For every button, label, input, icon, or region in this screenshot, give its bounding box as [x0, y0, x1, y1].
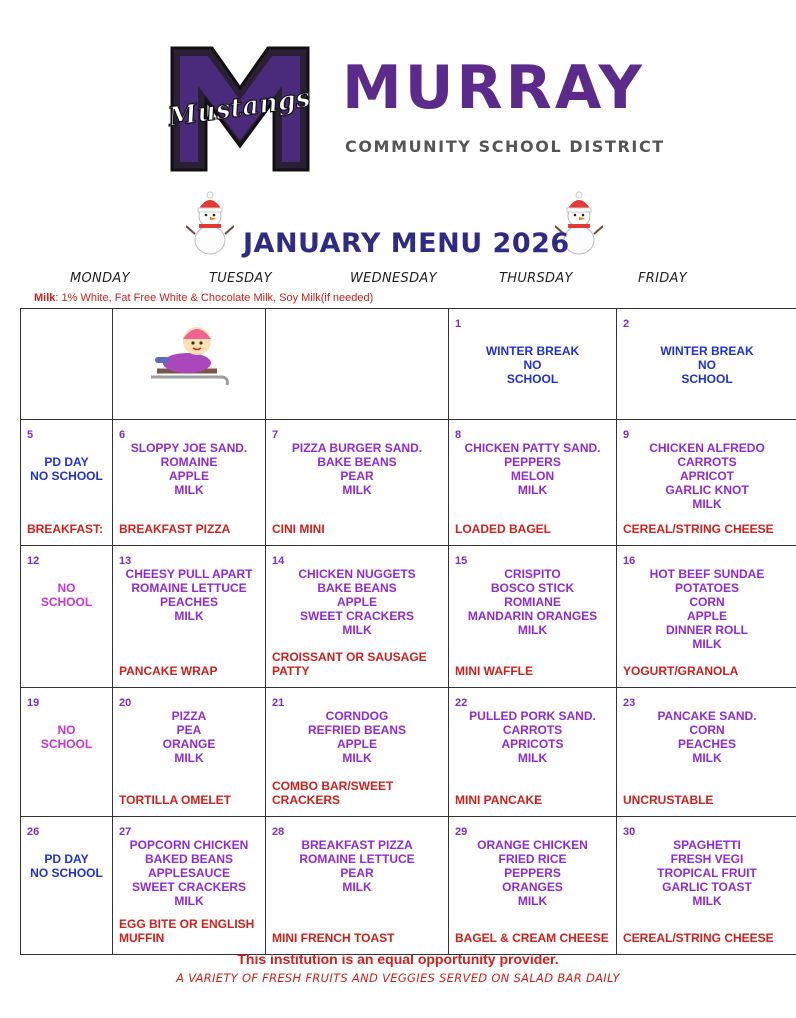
menu-item: MILK — [342, 750, 372, 765]
day-cell — [113, 817, 266, 955]
equal-opportunity-notice: This institution is an equal opportunity provider. — [237, 951, 559, 967]
menu-item: PIZZA BURGER SAND. — [291, 441, 423, 455]
menu-item: NO SCHOOL — [30, 468, 103, 483]
day-cell — [449, 688, 617, 817]
breakfast-item: MINI WAFFLE — [455, 664, 533, 678]
menu-item: BAKE BEANS — [317, 454, 397, 469]
menu-item: WINTER BREAK — [660, 344, 754, 358]
menu-item: SCHOOL — [506, 371, 559, 386]
day-cell — [617, 309, 796, 420]
menu-item: CHEESY PULL APART — [125, 567, 253, 581]
menu-items — [617, 442, 796, 512]
week-row — [21, 546, 796, 688]
menu-items — [21, 724, 112, 752]
week-row — [21, 420, 796, 546]
menu-item: BREAKFAST PIZZA — [301, 838, 413, 852]
day-cell — [113, 309, 266, 420]
menu-item: MILK — [342, 482, 372, 497]
day-cell — [617, 546, 796, 688]
day-cell — [449, 309, 617, 420]
menu-items — [449, 839, 616, 909]
day-cell — [21, 420, 113, 546]
breakfast-item: BREAKFAST: — [27, 522, 104, 536]
menu-item: MILK — [517, 482, 548, 497]
day-number: 21 — [272, 697, 285, 709]
menu-item: PULLED PORK SAND. — [469, 709, 596, 723]
menu-item: NO — [57, 723, 76, 737]
menu-item: APPLE — [336, 594, 377, 609]
menu-item: FRIED RICE — [498, 851, 567, 866]
menu-item: MANDARIN ORANGES — [467, 608, 598, 623]
menu-item: SCHOOL — [681, 371, 733, 386]
milk-note — [34, 292, 373, 304]
day-header-friday: FRIDAY — [638, 271, 687, 286]
sledding-kid-icon — [143, 315, 233, 395]
breakfast-item: EGG BITE OR ENGLISH MUFFIN — [119, 917, 255, 945]
menu-item: MILK — [692, 496, 722, 511]
day-cell — [449, 817, 617, 955]
menu-item: GARLIC KNOT — [665, 482, 749, 497]
day-number: 22 — [455, 697, 468, 709]
menu-item: DINNER ROLL — [666, 622, 748, 637]
day-number: 27 — [119, 826, 132, 838]
menu-items — [113, 568, 265, 624]
menu-item: CARROTS — [677, 454, 737, 469]
menu-items — [21, 582, 112, 610]
breakfast-item: BAGEL & CREAM CHEESE — [455, 931, 609, 945]
day-cell — [21, 688, 113, 817]
day-number: 8 — [455, 429, 462, 441]
menu-item: MILK — [342, 879, 372, 894]
menu-item: CORNDOG — [325, 709, 389, 723]
day-number: 5 — [27, 429, 34, 441]
day-number: 12 — [27, 555, 40, 567]
menu-items — [113, 442, 265, 498]
menu-item: APRICOT — [680, 468, 734, 483]
day-cell — [113, 688, 266, 817]
week-row — [21, 688, 796, 817]
breakfast-item: CEREAL/STRING CHEESE — [623, 522, 774, 536]
day-number: 29 — [455, 826, 468, 838]
day-header-tuesday: TUESDAY — [209, 271, 272, 286]
menu-items — [266, 839, 448, 895]
day-number: 30 — [623, 826, 636, 838]
menu-item: POTATOES — [674, 580, 739, 595]
day-number: 23 — [623, 697, 636, 709]
day-number: 15 — [455, 555, 468, 567]
menu-item: APPLE — [168, 468, 209, 483]
breakfast-item: PANCAKE WRAP — [119, 664, 218, 678]
menu-item: ROMAINE — [160, 454, 218, 469]
day-cell — [266, 420, 449, 546]
day-number: 13 — [119, 555, 132, 567]
breakfast-item: MINI FRENCH TOAST — [272, 931, 395, 945]
menu-items — [449, 710, 616, 766]
day-cell — [266, 546, 449, 688]
menu-item: NO SCHOOL — [30, 865, 103, 880]
menu-item: MILK — [174, 482, 204, 497]
menu-title: JANUARY MENU 2026 — [243, 228, 570, 259]
menu-item: SCHOOL — [40, 594, 93, 609]
menu-item: HOT BEEF SUNDAE — [649, 567, 765, 581]
breakfast-item: MINI PANCAKE — [455, 793, 543, 807]
menu-item: ORANGE — [162, 736, 216, 751]
menu-item: SLOPPY JOE SAND. — [130, 441, 248, 455]
day-number: 16 — [623, 555, 636, 567]
menu-item: BOSCO STICK — [490, 580, 575, 595]
menu-item: NO — [698, 357, 716, 372]
menu-item: CORN — [689, 594, 725, 609]
menu-items — [21, 853, 112, 881]
day-cell — [266, 817, 449, 955]
menu-item: CORN — [689, 722, 725, 737]
menu-item: ROMIANE — [504, 594, 561, 609]
menu-item: MILK — [174, 750, 204, 765]
menu-item: PEPPERS — [504, 454, 561, 469]
breakfast-item: BREAKFAST PIZZA — [119, 522, 231, 536]
breakfast-item: UNCRUSTABLE — [623, 793, 714, 807]
menu-item: PANCAKE SAND. — [657, 709, 757, 723]
day-cell — [266, 309, 449, 420]
menu-item: MILK — [517, 750, 548, 765]
day-cell — [449, 420, 617, 546]
menu-item: ROMAINE LETTUCE — [299, 851, 415, 866]
day-cell — [21, 309, 113, 420]
menu-items — [21, 456, 112, 484]
menu-items — [113, 839, 265, 909]
breakfast-item: COMBO BAR/SWEET CRACKERS — [272, 779, 394, 807]
day-number: 2 — [623, 318, 630, 330]
menu-item: PD DAY — [44, 852, 89, 866]
menu-item: MILK — [692, 750, 722, 765]
day-cell — [266, 688, 449, 817]
menu-item: MILK — [174, 608, 204, 623]
menu-item: ROMAINE LETTUCE — [131, 580, 247, 595]
menu-item: ORANGE CHICKEN — [477, 838, 588, 852]
menu-item: ORANGES — [502, 879, 563, 894]
day-cell — [113, 546, 266, 688]
menu-item: BAKE BEANS — [317, 580, 397, 595]
day-number: 9 — [623, 429, 630, 441]
menu-item: MILK — [174, 893, 204, 908]
menu-item: MILK — [692, 636, 722, 651]
menu-calendar — [20, 308, 796, 949]
menu-item: PD DAY — [44, 455, 89, 469]
menu-items — [617, 839, 796, 909]
logo-text: Mustangs — [166, 83, 313, 133]
menu-item: PEACHES — [677, 736, 736, 751]
breakfast-item: LOADED BAGEL — [455, 522, 551, 536]
menu-items — [617, 568, 796, 651]
menu-item: MELON — [510, 468, 555, 483]
menu-item: CARROTS — [502, 722, 563, 737]
breakfast-item: YOGURT/GRANOLA — [623, 664, 739, 678]
menu-items — [617, 710, 796, 766]
menu-item: BAKED BEANS — [144, 851, 233, 866]
menu-item: PEAR — [340, 865, 374, 880]
menu-item: MILK — [692, 893, 722, 908]
menu-item: POPCORN CHICKEN — [129, 838, 249, 852]
brand-name: MURRAY — [342, 53, 645, 123]
day-cell — [113, 420, 266, 546]
menu-item: PEA — [176, 722, 202, 737]
menu-item: PEACHES — [159, 594, 218, 609]
breakfast-item: CINI MINI — [272, 522, 325, 536]
menu-items — [266, 568, 448, 638]
day-cell — [617, 420, 796, 546]
menu-item: CHICKEN ALFREDO — [649, 441, 765, 455]
menu-item: CHICKEN PATTY SAND. — [464, 441, 601, 455]
day-header-monday: MONDAY — [70, 271, 130, 286]
breakfast-item: TORTILLA OMELET — [119, 793, 231, 807]
menu-items — [617, 345, 796, 387]
day-number: 7 — [272, 429, 279, 441]
menu-item: WINTER BREAK — [485, 344, 580, 358]
menu-items — [449, 568, 616, 638]
menu-item: CRISPITO — [504, 567, 561, 581]
day-number: 19 — [27, 697, 40, 709]
milk-note-text: : 1% White, Fat Free White & Chocolate Milk, Soy Milk(if needed) — [55, 292, 374, 304]
day-number: 1 — [455, 318, 462, 330]
menu-items — [113, 710, 265, 766]
menu-item: APRICOTS — [501, 736, 564, 751]
breakfast-item: CROISSANT OR SAUSAGE PATTY — [272, 650, 427, 678]
day-cell — [617, 817, 796, 955]
milk-note-label: Milk — [34, 292, 56, 304]
menu-item: NO — [523, 357, 542, 372]
menu-item: MILK — [517, 893, 548, 908]
menu-item: SWEET CRACKERS — [131, 879, 246, 894]
breakfast-item: CEREAL/STRING CHEESE — [623, 931, 774, 945]
menu-item: SWEET CRACKERS — [299, 608, 414, 623]
menu-item: TROPICAL FRUIT — [657, 865, 757, 880]
day-number: 14 — [272, 555, 285, 567]
day-number: 6 — [119, 429, 126, 441]
menu-item: NO — [57, 581, 76, 595]
menu-item: MILK — [342, 622, 372, 637]
day-cell — [449, 546, 617, 688]
salad-bar-note: A VARIETY OF FRESH FRUITS AND VEGGIES SERVED ON SALAD BAR DAILY — [176, 971, 620, 985]
day-number: 20 — [119, 697, 132, 709]
week-row — [21, 309, 796, 420]
day-cell — [21, 817, 113, 955]
menu-item: CHICKEN NUGGETS — [298, 567, 416, 581]
brand-subtitle: COMMUNITY SCHOOL DISTRICT — [345, 137, 665, 156]
day-header-wednesday: WEDNESDAY — [350, 271, 437, 286]
day-cell — [617, 688, 796, 817]
menu-item: APPLE — [686, 608, 727, 623]
menu-item: REFRIED BEANS — [307, 722, 406, 737]
menu-item: GARLIC TOAST — [662, 879, 752, 894]
menu-items — [449, 442, 616, 498]
day-header-thursday: THURSDAY — [499, 271, 573, 286]
menu-item: PIZZA — [171, 709, 207, 723]
menu-item: MILK — [517, 622, 548, 637]
menu-item: APPLESAUCE — [147, 865, 230, 880]
day-cell — [21, 546, 113, 688]
menu-items — [449, 345, 616, 387]
menu-item: SCHOOL — [40, 736, 93, 751]
district-logo — [166, 42, 314, 176]
menu-items — [266, 442, 448, 498]
day-number: 26 — [27, 826, 40, 838]
menu-item: PEPPERS — [504, 865, 561, 880]
menu-item: APPLE — [336, 736, 377, 751]
menu-item: SPAGHETTI — [673, 838, 741, 852]
day-number: 28 — [272, 826, 285, 838]
snowman-icon — [186, 190, 234, 256]
menu-items — [266, 710, 448, 766]
menu-item: PEAR — [340, 468, 374, 483]
menu-item: FRESH VEGI — [670, 851, 744, 866]
week-row — [21, 817, 796, 955]
